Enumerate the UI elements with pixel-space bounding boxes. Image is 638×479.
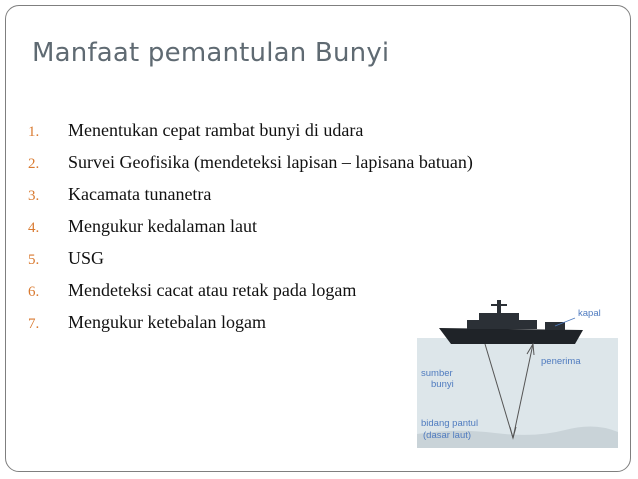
list-text: USG xyxy=(68,248,105,268)
list-number: 4. xyxy=(28,220,40,236)
ship-superstructure xyxy=(467,320,537,329)
ship-hull xyxy=(439,328,583,344)
list-text: Menentukan cepat rambat bunyi di udara xyxy=(68,120,364,140)
list-number: 1. xyxy=(28,124,40,140)
sonar-illustration xyxy=(415,292,620,448)
list-number: 3. xyxy=(28,188,40,204)
reflector-label-2: (dasar laut) xyxy=(423,430,472,441)
list-text: Kacamata tunanetra xyxy=(68,184,212,204)
receiver-label: penerima xyxy=(541,356,581,367)
list-number: 5. xyxy=(28,252,40,268)
slide xyxy=(5,5,631,472)
list-text: Survei Geofisika (mendeteksi lapisan – lapisana batuan) xyxy=(68,152,473,172)
list-text: Mengukur ketebalan logam xyxy=(68,312,266,332)
list-text: Mendeteksi cacat atau retak pada logam xyxy=(68,280,357,300)
source-label-1: sumber xyxy=(421,368,453,379)
list-number: 6. xyxy=(28,284,40,300)
source-label-2: bunyi xyxy=(431,379,454,390)
list-number: 7. xyxy=(28,316,40,332)
list-number: 2. xyxy=(28,156,40,172)
reflector-label-1: bidang pantul xyxy=(421,418,479,429)
slide-title: Manfaat pemantulan Bunyi xyxy=(32,38,390,68)
list-text: Mengukur kedalaman laut xyxy=(68,216,257,236)
sonar-diagram xyxy=(415,292,620,448)
ship-label: kapal xyxy=(578,308,601,319)
